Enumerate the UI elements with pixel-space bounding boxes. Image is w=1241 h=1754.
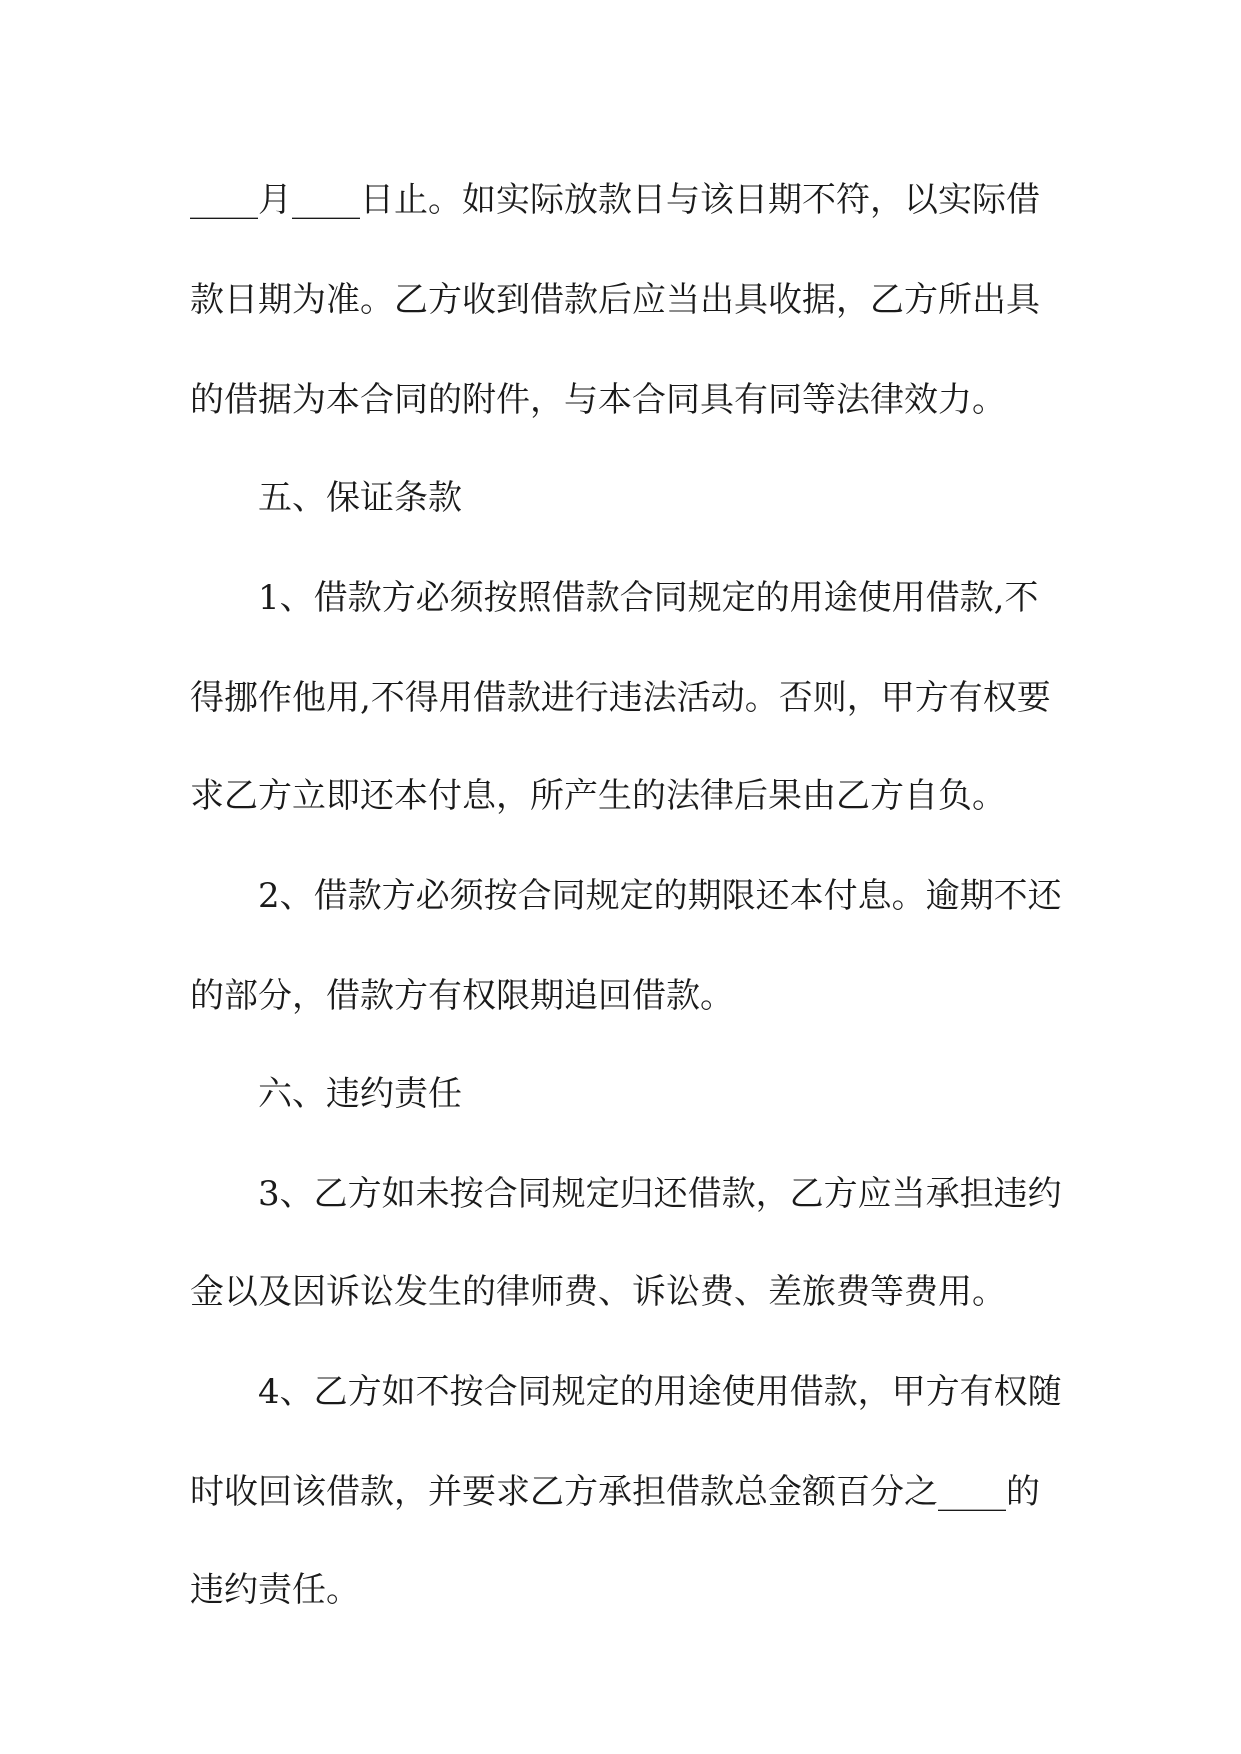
section-heading: 六、违约责任 bbox=[258, 1074, 462, 1114]
paragraph-line: 违约责任。 bbox=[190, 1570, 360, 1610]
paragraph-line: 时收回该借款，并要求乙方承担借款总金额百分之____的 bbox=[190, 1472, 1040, 1512]
paragraph-line: 3、乙方如未按合同规定归还借款，乙方应当承担违约 bbox=[258, 1174, 1062, 1214]
paragraph-line: ____月____日止。如实际放款日与该日期不符，以实际借 bbox=[190, 180, 1040, 220]
section-heading: 五、保证条款 bbox=[258, 478, 462, 518]
paragraph-line: 的借据为本合同的附件，与本合同具有同等法律效力。 bbox=[190, 380, 1006, 420]
paragraph-line: 2、借款方必须按合同规定的期限还本付息。逾期不还 bbox=[258, 876, 1062, 916]
paragraph-line: 求乙方立即还本付息，所产生的法律后果由乙方自负。 bbox=[190, 776, 1006, 816]
paragraph-line: 的部分，借款方有权限期追回借款。 bbox=[190, 976, 734, 1016]
paragraph-line: 1、借款方必须按照借款合同规定的用途使用借款,不 bbox=[258, 578, 1039, 618]
paragraph-line: 款日期为准。乙方收到借款后应当出具收据，乙方所出具 bbox=[190, 280, 1040, 320]
paragraph-line: 金以及因诉讼发生的律师费、诉讼费、差旅费等费用。 bbox=[190, 1272, 1006, 1312]
paragraph-line: 4、乙方如不按合同规定的用途使用借款，甲方有权随 bbox=[258, 1372, 1062, 1412]
paragraph-line: 得挪作他用,不得用借款进行违法活动。否则，甲方有权要 bbox=[190, 678, 1051, 718]
